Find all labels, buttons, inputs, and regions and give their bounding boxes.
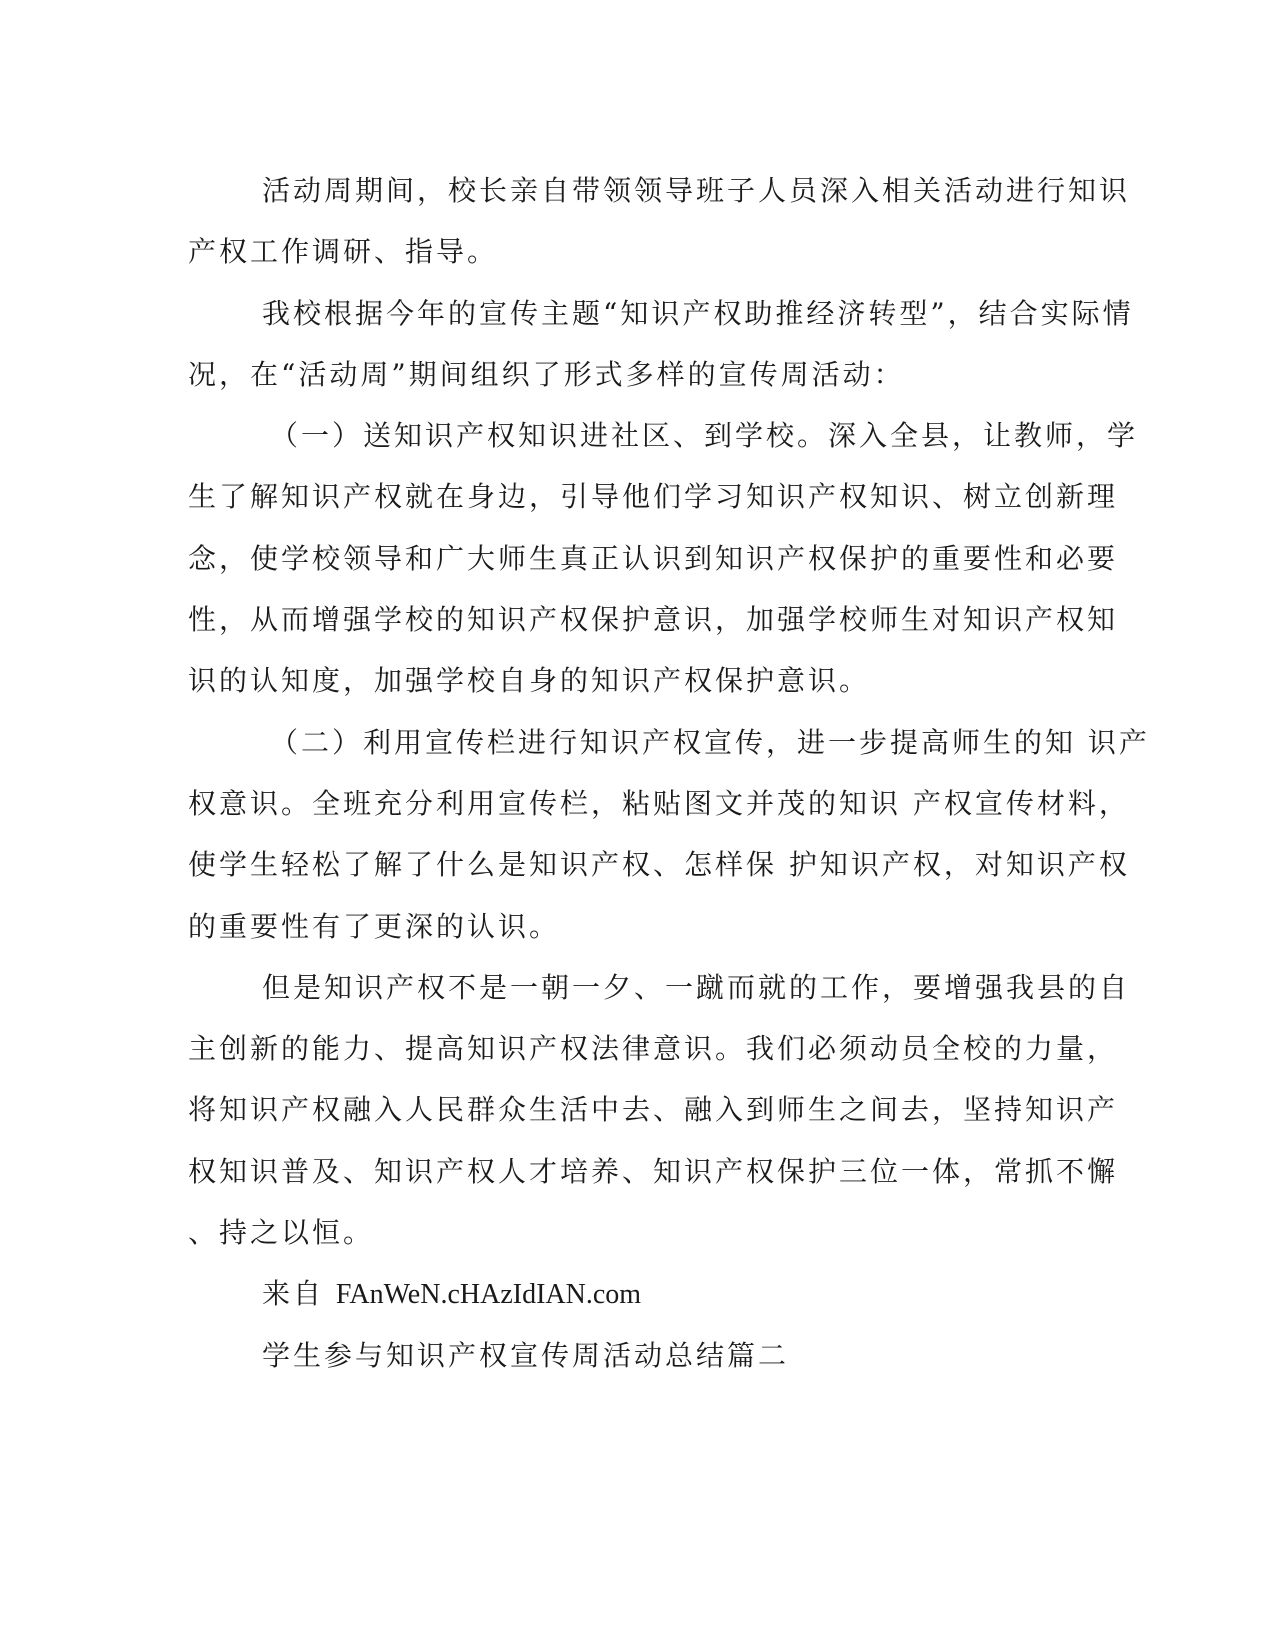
paragraph-line: 产权工作调研、指导。	[188, 235, 499, 269]
next-section-title: 学生参与知识产权宣传周活动总结篇二	[262, 1338, 790, 1372]
paragraph-line: 况，在“活动周”期间组织了形式多样的宣传周活动：	[188, 357, 905, 391]
paragraph-line: 念，使学校领导和广大师生真正认识到知识产权保护的重要性和必要	[188, 541, 1119, 575]
paragraph-line: 性，从而增强学校的知识产权保护意识，加强学校师生对知识产权知	[188, 603, 1119, 637]
paragraph-line: 主创新的能力、提高知识产权法律意识。我们必须动员全校的力量，	[188, 1032, 1119, 1066]
paragraph-line: 权意识。全班充分利用宣传栏，粘贴图文并茂的知识 产权宣传材料，	[188, 786, 1130, 820]
paragraph-line: 、持之以恒。	[188, 1216, 375, 1250]
paragraph-line: 权知识普及、知识产权人才培养、知识产权保护三位一体，常抓不懈	[188, 1154, 1119, 1188]
paragraph-line: 将知识产权融入人民群众生活中去、融入到师生之间去，坚持知识产	[188, 1093, 1119, 1127]
paragraph-line: （一）送知识产权知识进社区、到学校。深入全县，让教师，学	[270, 419, 1139, 453]
document-body	[188, 160, 1150, 1386]
paragraph-line: 的重要性有了更深的认识。	[188, 909, 561, 943]
paragraph-line: 识的认知度，加强学校自身的知识产权保护意识。	[188, 664, 871, 698]
paragraph-line: 我校根据今年的宣传主题“知识产权助推经济转型”，结合实际情	[262, 296, 1134, 330]
paragraph-line: 使学生轻松了解了什么是知识产权、怎样保 护知识产权，对知识产权	[188, 848, 1130, 882]
source-site: FAnWeN.cHAzIdIAN.com	[335, 1279, 642, 1311]
paragraph-line: （二）利用宣传栏进行知识产权宣传，进一步提高师生的知 识产	[270, 725, 1150, 759]
paragraph-line: 但是知识产权不是一朝一夕、一蹴而就的工作，要增强我县的自	[262, 970, 1131, 1004]
source-line	[188, 1263, 1088, 1324]
paragraph-line: 生了解知识产权就在身边，引导他们学习知识产权知识、树立创新理	[188, 480, 1119, 514]
source-prefix: 来自	[262, 1277, 336, 1311]
paragraph-line: 活动周期间，校长亲自带领领导班子人员深入相关活动进行知识	[262, 174, 1131, 207]
